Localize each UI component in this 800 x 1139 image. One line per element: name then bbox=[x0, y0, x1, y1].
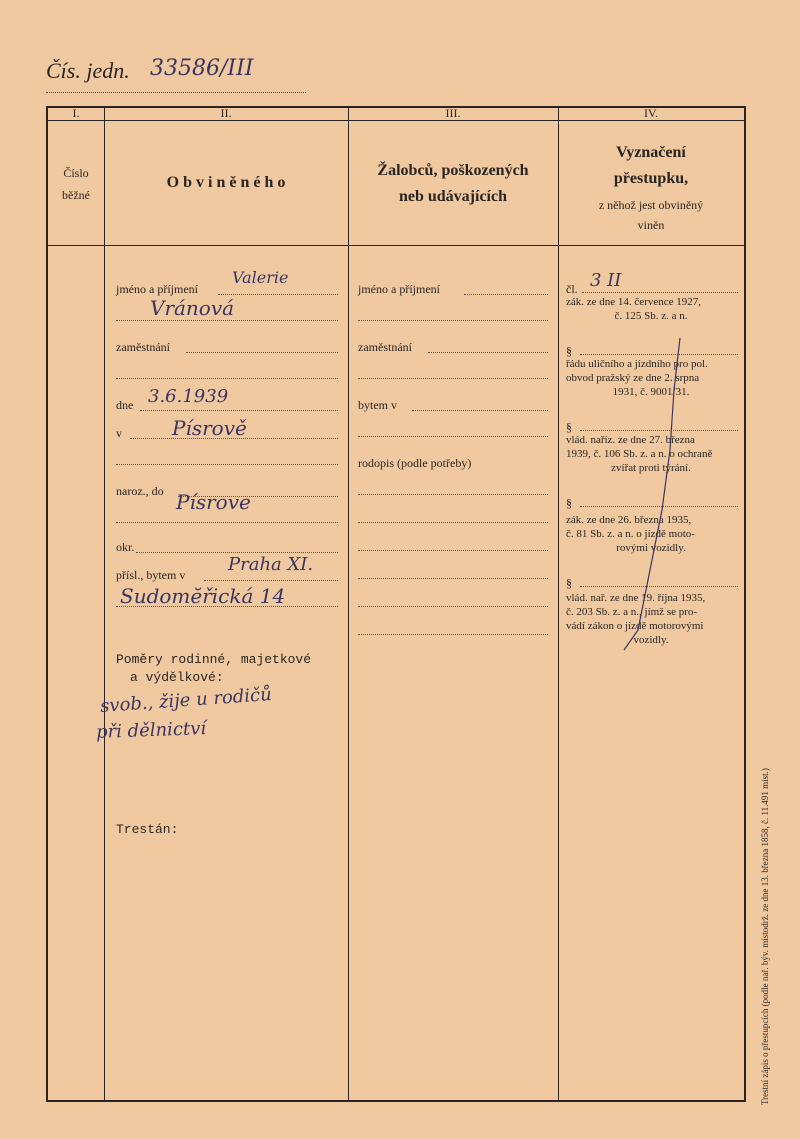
accused-job-line bbox=[186, 352, 338, 353]
accused-district-label: okr. bbox=[116, 540, 135, 554]
offense-law3-line3: zvířat proti týrání. bbox=[611, 462, 691, 474]
col4-roman: IV. bbox=[643, 106, 659, 120]
accused-name-label: jméno a příjmení bbox=[116, 282, 198, 296]
plaintiff-job-line-2 bbox=[358, 378, 548, 379]
accused-family-label-1: Poměry rodinné, majetkové bbox=[116, 652, 312, 667]
offense-law4-line1: zák. ze dne 26. března 1935, bbox=[566, 514, 692, 526]
accused-residence-handwritten-1: Praha XI. bbox=[228, 554, 314, 575]
offense-section4-label: § bbox=[566, 496, 572, 510]
accused-residence-line bbox=[204, 580, 338, 581]
accused-date-label: dne bbox=[116, 398, 134, 412]
accused-in-line-2 bbox=[116, 464, 338, 465]
plaintiff-record-line-3 bbox=[358, 550, 548, 551]
col1-sub: běžné bbox=[62, 188, 90, 202]
accused-in-label: v bbox=[116, 426, 122, 440]
plaintiff-residence-line bbox=[412, 410, 548, 411]
offense-article-line bbox=[582, 292, 738, 293]
accused-job-line-2 bbox=[116, 378, 338, 379]
col4-title-line1: Vyznačení bbox=[616, 144, 686, 161]
col-divider-1 bbox=[104, 108, 105, 1100]
offense-article-label: čl. bbox=[566, 282, 578, 296]
accused-name-handwritten-1: Valerie bbox=[232, 268, 289, 287]
col3-title-line2: neb udávajících bbox=[398, 188, 507, 205]
offense-section3-label: § bbox=[566, 420, 572, 434]
offense-law3-line1: vlád. naříz. ze dne 27. března bbox=[566, 434, 695, 446]
col-divider-2 bbox=[348, 108, 349, 1100]
accused-born-line-2 bbox=[116, 522, 338, 523]
offense-law2-line3: 1931, č. 9001/31. bbox=[612, 386, 690, 398]
file-number-label: Čís. jedn. bbox=[46, 58, 130, 83]
accused-date-line bbox=[140, 410, 338, 411]
file-number-line bbox=[46, 92, 306, 93]
side-note: Trestní zápis o přestupcích (podle nař. býv. místodrž. ze dne 13. března 1858, č. 11.491 míst.) bbox=[760, 768, 770, 1105]
offense-law4-line2: č. 81 Sb. z. a n. o jízdě moto- bbox=[566, 528, 695, 540]
plaintiff-record-line-2 bbox=[358, 522, 548, 523]
header-row-divider bbox=[48, 245, 744, 246]
file-number-handwritten: 33586/III bbox=[150, 56, 254, 81]
offense-law5-line1: vlád. nař. ze dne 19. října 1935, bbox=[566, 592, 706, 604]
accused-born-label: naroz., do bbox=[116, 484, 164, 498]
col3-roman: III. bbox=[445, 106, 461, 120]
accused-name-handwritten-2: Vránová bbox=[150, 296, 235, 320]
col1-roman: I. bbox=[72, 106, 80, 120]
accused-residence-handwritten-2: Sudomĕřická 14 bbox=[120, 584, 286, 608]
offense-section2-label: § bbox=[566, 344, 572, 358]
col1-title: Číslo bbox=[63, 166, 89, 180]
plaintiff-name-label: jméno a příjmení bbox=[358, 282, 440, 296]
accused-family-label-2: a výdělkové: bbox=[130, 670, 224, 685]
plaintiff-record-line-4 bbox=[358, 578, 548, 579]
offense-law2-line1: řádu uličního a jízdního pro pol. bbox=[566, 358, 708, 370]
col4-sub-line1: z něhož jest obviněný bbox=[598, 198, 704, 212]
offense-law2-line2: obvod pražský ze dne 2. srpna bbox=[566, 372, 700, 384]
offense-law5-line2: č. 203 Sb. z. a n., jímž se pro- bbox=[566, 606, 698, 618]
plaintiff-record-line-1 bbox=[358, 494, 548, 495]
offense-law1-line2: č. 125 Sb. z. a n. bbox=[614, 310, 688, 322]
accused-date-handwritten: 3.6.1939 bbox=[148, 386, 229, 407]
accused-name-line-2 bbox=[116, 320, 338, 321]
plaintiff-job-line bbox=[428, 352, 548, 353]
accused-punished-label: Trestán: bbox=[116, 822, 179, 837]
offense-law3-line2: 1939, č. 106 Sb. z. a n. o ochraně bbox=[566, 448, 713, 460]
plaintiff-name-line bbox=[464, 294, 548, 295]
plaintiff-name-line-2 bbox=[358, 320, 548, 321]
accused-name-line bbox=[218, 294, 338, 295]
plaintiff-record-line-5 bbox=[358, 606, 548, 607]
col4-sub-line2: viněn bbox=[637, 218, 665, 232]
offense-law5-line4: vozidly. bbox=[633, 634, 669, 646]
offense-article-handwritten: 3 II bbox=[590, 270, 622, 291]
offense-law5-line3: vádí zákon o jízdě motorovými bbox=[566, 620, 704, 632]
plaintiff-record-line-6 bbox=[358, 634, 548, 635]
plaintiff-job-label: zaměstnání bbox=[358, 340, 412, 354]
offense-law1-line1: zák. ze dne 14. července 1927, bbox=[566, 296, 701, 308]
plaintiff-residence-line-2 bbox=[358, 436, 548, 437]
accused-in-handwritten: Písrově bbox=[172, 416, 247, 440]
col2-title: O b v i n ě n é h o bbox=[166, 174, 286, 191]
accused-born-handwritten: Písrove bbox=[176, 490, 251, 514]
col4-title-line2: přestupku, bbox=[613, 170, 689, 187]
offense-section5-label: § bbox=[566, 576, 572, 590]
col2-roman: II. bbox=[220, 106, 232, 120]
plaintiff-residence-label: bytem v bbox=[358, 398, 397, 412]
accused-family-handwritten-1: svob., žije u rodičů bbox=[99, 684, 273, 717]
plaintiff-record-label: rodopis (podle potřeby) bbox=[358, 456, 472, 470]
col3-title-line1: Žalobců, poškozených bbox=[377, 162, 529, 179]
accused-job-label: zaměstnání bbox=[116, 340, 170, 354]
accused-residence-label: přísl., bytem v bbox=[116, 568, 186, 582]
accused-family-handwritten-2: při dělnictví bbox=[95, 718, 207, 743]
offense-law4-line3: rovými vozidly. bbox=[616, 542, 686, 554]
offense-strike-lines bbox=[558, 330, 698, 660]
accused-district-line bbox=[136, 552, 338, 553]
